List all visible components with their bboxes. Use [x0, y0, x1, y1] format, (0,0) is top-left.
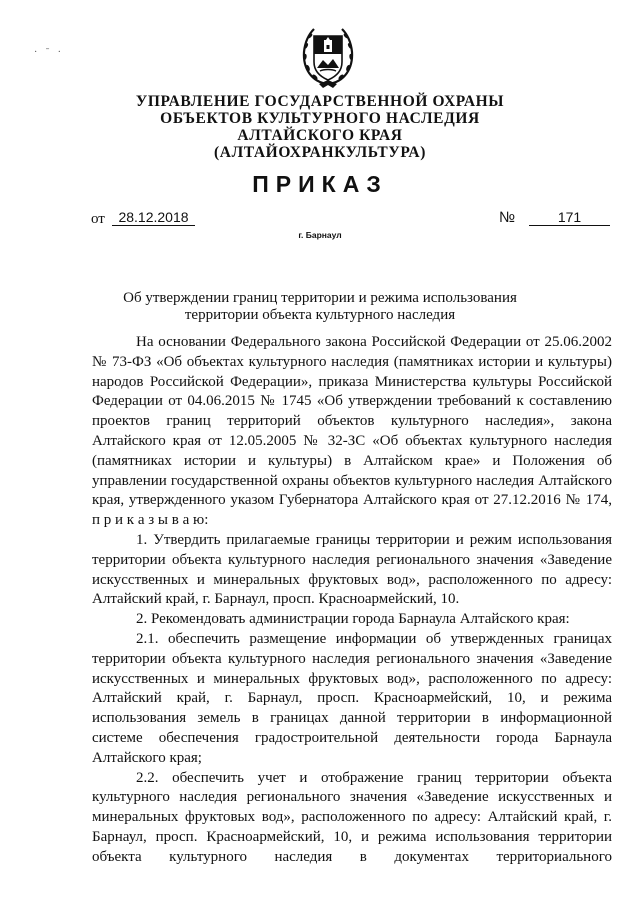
item-2-2-paragraph: 2.2. обеспечить учет и отображение границ территории объекта культурного наследия регионального значения «Заведение искусственных и минеральных фруктовых вод», расположенного по адресу: Алтайский край, г. Барнаул, просп. Красноармейский, 10, и режима использования территории объекта культурного наследия в документах территориального	[92, 769, 612, 865]
org-name-line-1: УПРАВЛЕНИЕ ГОСУДАРСТВЕННОЙ ОХРАНЫ	[135, 93, 505, 110]
document-title: ПРИКАЗ	[252, 171, 388, 197]
subject-line-2: территории объекта культурного наследия	[184, 307, 456, 323]
document-number: 171	[529, 209, 610, 226]
number-label: №	[499, 209, 516, 226]
org-name-line-2: ОБЪЕКТОВ КУЛЬТУРНОГО НАСЛЕДИЯ	[160, 110, 480, 127]
date-label: от	[91, 211, 105, 227]
org-name-line-3: АЛТАЙСКОГО КРАЯ	[237, 127, 403, 144]
scan-speck: · ˉ ·	[34, 47, 64, 58]
subject-line-1: Об утверждении границ территории и режима использования	[123, 290, 517, 306]
coat-of-arms-icon	[297, 24, 359, 90]
org-short-name: (АЛТАЙОХРАНКУЛЬТУРА)	[214, 144, 426, 161]
item-1-paragraph: 1. Утвердить прилагаемые границы территории и режим использования территории объекта культурного наследия регионального значения «Заведение искусственных и минеральных фруктовых вод», расположенного по адресу: Алтайский край, г. Барнаул, просп. Красноармейский, 10.	[92, 531, 612, 608]
document-date: 28.12.2018	[112, 209, 195, 226]
document-body	[92, 333, 612, 868]
preamble-paragraph: На основании Федерального закона Российской Федерации от 25.06.2002 № 73-ФЗ «Об объектах культурного наследия (памятниках истории и культуры) народов Российской Федерации», приказа Министерства культуры Российской Федерации от 04.06.2015 № 1745 «Об утверждении требований к составлению проектов границ территорий объектов культурного наследия», закона Алтайского края от 12.05.2005 № 32-ЗС «Об объектах культурного наследия (памятниках истории и культуры) в Алтайском крае» и Положения об управлении государственной охраны объектов культурного наследия Алтайского края, утвержденного указом Губернатора Алтайского края от 27.12.2016 № 174, п р и к а з ы в а ю:	[92, 334, 612, 529]
item-2-1-paragraph: 2.1. обеспечить размещение информации об утвержденных границах территории объекта культурного наследия регионального значения «Заведение искусственных и минеральных фруктовых вод», расположенного по адресу: Алтайский край, г. Барнаул, просп. Красноармейский, 10, и режима использования земель в границах данной территории в информационной системе обеспечения градостроительной деятельности города Барнаула Алтайского края;	[92, 630, 612, 766]
item-2-paragraph: 2. Рекомендовать администрации города Барнаула Алтайского края:	[136, 611, 570, 628]
document-city: г. Барнаул	[298, 230, 342, 240]
